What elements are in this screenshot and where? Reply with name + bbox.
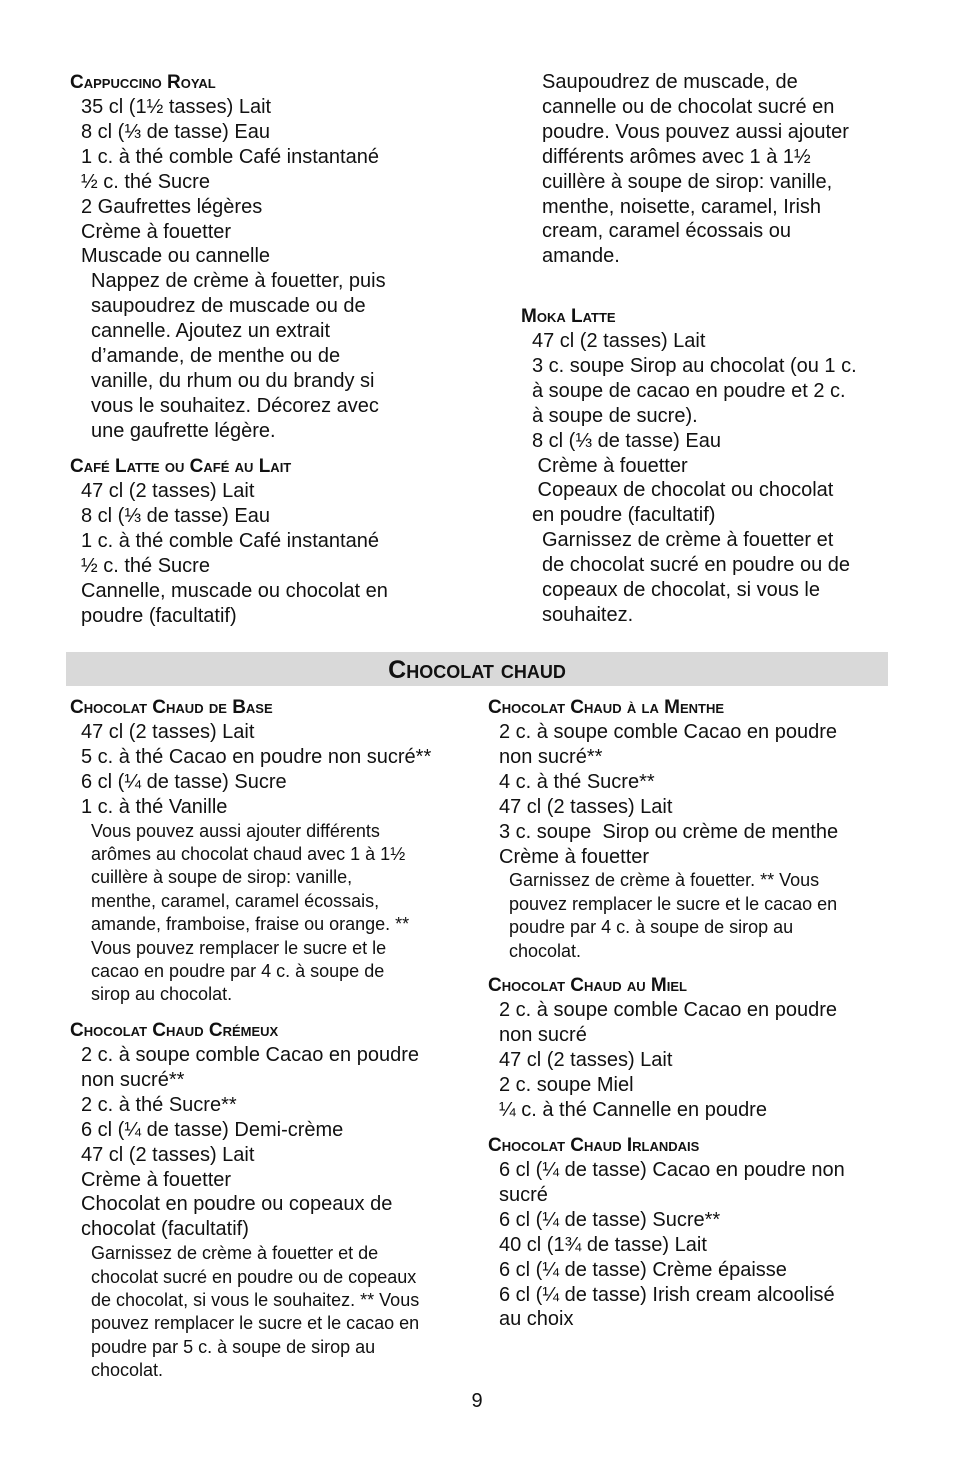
- ingredient: en poudre (facultatif): [532, 504, 716, 527]
- ingredient-list: [81, 479, 388, 628]
- ingredient: 47 cl (2 tasses) Lait: [499, 1048, 673, 1071]
- section-header: [66, 652, 888, 686]
- instruction-line: sirop au chocolat.: [91, 984, 233, 1005]
- ingredient: 4 c. à thé Sucre**: [499, 770, 655, 793]
- instruction-line: saupoudrez de muscade ou de: [91, 295, 366, 318]
- instruction-line: Garnissez de crème à fouetter et: [542, 529, 834, 552]
- ingredient: poudre (facultatif): [81, 604, 237, 627]
- recipe-title: Chocolat Chaud Irlandais: [488, 1135, 700, 1156]
- ingredient: Cannelle, muscade ou chocolat en: [81, 579, 388, 602]
- ingredient: 3 c. soupe Sirop ou crème de menthe: [499, 820, 839, 843]
- instruction-line: menthe, noisette, caramel, Irish: [542, 195, 822, 218]
- recipe-title: Chocolat Chaud de Base: [70, 697, 273, 718]
- instruction-line: chocolat.: [91, 1360, 164, 1381]
- recipe-title: Moka Latte: [521, 306, 616, 327]
- ingredient: ½ c. thé Sucre: [81, 170, 210, 193]
- ingredient: 6 cl (¼ de tasse) Irish cream alcoolisé: [499, 1283, 835, 1306]
- instruction-line: Garnissez de crème à fouetter et de: [91, 1243, 379, 1264]
- instruction-line: Vous pouvez remplacer le sucre et le: [91, 937, 387, 958]
- ingredient: au choix: [499, 1308, 574, 1331]
- ingredient: Crème à fouetter: [81, 1168, 232, 1191]
- recipe-title: Café Latte ou Café au Lait: [70, 456, 292, 477]
- instruction-line: cuillère à soupe de sirop: vanille,: [91, 867, 353, 888]
- ingredient: 5 c. à thé Cacao en poudre non sucré**: [81, 745, 432, 768]
- instruction-line: Nappez de crème à fouetter, puis: [91, 270, 386, 293]
- instruction-line: d’amande, de menthe ou de: [91, 345, 341, 368]
- ingredient: 47 cl (2 tasses) Lait: [81, 721, 255, 743]
- ingredient: 2 Gaufrettes légères: [81, 195, 263, 218]
- ingredient: 47 cl (2 tasses) Lait: [81, 480, 255, 502]
- instruction-line: Saupoudrez de muscade, de: [542, 71, 798, 93]
- ingredient: à soupe de sucre).: [532, 404, 698, 427]
- ingredient: Crème à fouetter: [499, 845, 650, 868]
- instructions: [542, 528, 857, 628]
- instructions: [91, 1242, 419, 1382]
- instruction-line: cream, caramel écossais ou: [542, 220, 791, 243]
- ingredient: 8 cl (⅓ de tasse) Eau: [532, 429, 721, 452]
- ingredient-list: [499, 1158, 845, 1332]
- ingredient: Copeaux de chocolat ou chocolat: [532, 479, 834, 502]
- ingredient: 2 c. à soupe comble Cacao en poudre: [499, 721, 837, 743]
- recipe-cappuccino-royal: [70, 70, 386, 444]
- instruction-line: cacao en poudre par 4 c. à soupe de: [91, 961, 385, 982]
- ingredient: non sucré**: [81, 1068, 185, 1091]
- instruction-line: poudre par 4 c. à soupe de sirop au: [509, 917, 794, 938]
- recipe-title: Chocolat Chaud Crémeux: [70, 1020, 279, 1041]
- ingredient: 6 cl (¼ de tasse) Crème épaisse: [499, 1258, 787, 1281]
- instruction-line: amande, framboise, fraise ou orange. **: [91, 914, 410, 935]
- instructions: [91, 820, 431, 1007]
- recipe-chocolat-chaud-base: [70, 695, 431, 1007]
- ingredient: Chocolat en poudre ou copeaux de: [81, 1193, 393, 1216]
- instruction-line: vous le souhaitez. Décorez avec: [91, 394, 379, 417]
- ingredient: 47 cl (2 tasses) Lait: [499, 795, 673, 818]
- ingredient-list: [81, 95, 386, 269]
- ingredient: 2 c. soupe Miel: [499, 1073, 634, 1096]
- ingredient: 2 c. à thé Sucre**: [81, 1093, 237, 1116]
- recipe-chocolat-chaud-miel: [488, 973, 837, 1123]
- recipe-title: Chocolat Chaud à la Menthe: [488, 697, 725, 718]
- instruction-line: une gaufrette légère.: [91, 419, 276, 442]
- ingredient: chocolat (facultatif): [81, 1218, 249, 1241]
- ingredient: 1 c. à thé comble Café instantané: [81, 529, 379, 552]
- ingredient: 6 cl (¼ de tasse) Demi-crème: [81, 1118, 344, 1141]
- instruction-line: pouvez remplacer le sucre et le cacao en: [509, 893, 838, 914]
- ingredient: ½ c. thé Sucre: [81, 554, 210, 577]
- ingredient: 6 cl (¼ de tasse) Sucre: [81, 770, 287, 793]
- recipe-chocolat-chaud-cremeux: [70, 1018, 419, 1383]
- instruction-line: de chocolat sucré en poudre ou de: [542, 554, 850, 577]
- ingredient: Crème à fouetter: [81, 220, 232, 243]
- ingredient-list: [81, 720, 431, 820]
- instruction-line: cuillère à soupe de sirop: vanille,: [542, 170, 833, 193]
- ingredient: à soupe de cacao en poudre et 2 c.: [532, 379, 846, 402]
- recipe-cafe-latte: [70, 454, 388, 628]
- ingredient: Crème à fouetter: [532, 454, 688, 477]
- ingredient: 6 cl (¼ de tasse) Cacao en poudre non: [499, 1159, 845, 1181]
- ingredient: 47 cl (2 tasses) Lait: [81, 1143, 255, 1166]
- ingredient: 47 cl (2 tasses) Lait: [532, 330, 706, 352]
- ingredient-list: [532, 329, 857, 528]
- instruction-line: poudre par 5 c. à soupe de sirop au: [91, 1336, 376, 1357]
- instruction-line: menthe, caramel, caramel écossais,: [91, 890, 380, 911]
- ingredient: ¼ c. à thé Cannelle en poudre: [499, 1098, 767, 1121]
- instruction-line: souhaitez.: [542, 603, 634, 626]
- ingredient-list: [499, 720, 838, 869]
- recipe-title: Chocolat Chaud au Miel: [488, 975, 687, 996]
- ingredient: 2 c. à soupe comble Cacao en poudre: [81, 1044, 419, 1066]
- ingredient: 8 cl (⅓ de tasse) Eau: [81, 120, 270, 143]
- instruction-line: Vous pouvez aussi ajouter différents: [91, 820, 380, 841]
- instruction-line: cannelle ou de chocolat sucré en: [542, 95, 835, 118]
- ingredient-list: [499, 998, 837, 1123]
- ingredient: 1 c. à thé Vanille: [81, 795, 228, 818]
- instructions: [91, 269, 386, 443]
- ingredient: 6 cl (¼ de tasse) Sucre**: [499, 1208, 721, 1231]
- instructions: [509, 869, 838, 963]
- ingredient: 1 c. à thé comble Café instantané: [81, 145, 379, 168]
- ingredient: 8 cl (⅓ de tasse) Eau: [81, 504, 270, 527]
- recipe-title: Cappuccino Royal: [70, 72, 216, 93]
- instruction-line: Garnissez de crème à fouetter. ** Vous: [509, 870, 820, 891]
- recipe-chocolat-chaud-menthe: [488, 695, 838, 963]
- recipe-chocolat-chaud-irlandais: [488, 1133, 845, 1332]
- instruction-line: chocolat sucré en poudre ou de copeaux: [91, 1266, 417, 1287]
- ingredient: sucré: [499, 1183, 548, 1206]
- page-number: 9: [471, 1390, 483, 1412]
- recipe-moka-latte: [521, 304, 857, 628]
- ingredient: 35 cl (1½ tasses) Lait: [81, 96, 272, 118]
- instruction-line: vanille, du rhum ou du brandy si: [91, 369, 375, 392]
- instruction-line: pouvez remplacer le sucre et le cacao en: [91, 1313, 420, 1334]
- ingredient: non sucré: [499, 1023, 587, 1046]
- ingredient: 40 cl (1¾ de tasse) Lait: [499, 1233, 707, 1256]
- ingredient: Muscade ou cannelle: [81, 245, 271, 268]
- instruction-line: copeaux de chocolat, si vous le: [542, 579, 820, 602]
- cafe-latte-instructions: [542, 70, 849, 269]
- instruction-line: différents arômes avec 1 à 1½: [542, 145, 811, 168]
- ingredient-list: [81, 1043, 419, 1242]
- instruction-line: amande.: [542, 245, 620, 268]
- instruction-line: chocolat.: [509, 940, 582, 961]
- instruction-line: arômes au chocolat chaud avec 1 à 1½: [91, 844, 406, 865]
- ingredient: 3 c. soupe Sirop au chocolat (ou 1 c.: [532, 354, 857, 377]
- ingredient: non sucré**: [499, 745, 603, 768]
- ingredient: 2 c. à soupe comble Cacao en poudre: [499, 999, 837, 1021]
- instruction-line: cannelle. Ajoutez un extrait: [91, 320, 331, 343]
- instruction-line: de chocolat, si vous le souhaitez. ** Vous: [91, 1290, 420, 1311]
- section-title: Chocolat chaud: [388, 656, 566, 684]
- instruction-line: poudre. Vous pouvez aussi ajouter: [542, 120, 849, 143]
